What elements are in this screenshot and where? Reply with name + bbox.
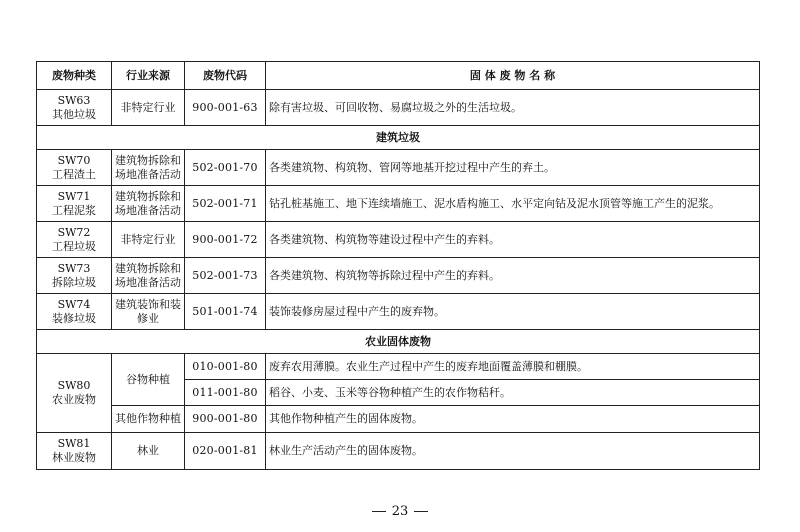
header-industry-source: 行业来源 [112,62,185,90]
code-cell: 010-001-80 [185,354,266,380]
code-cell: 900-001-63 [185,90,266,126]
category-name: 其他垃圾 [52,107,96,121]
source-line: 建筑物拆除和 [115,261,181,275]
description-cell: 各类建筑物、构筑物、管网等地基开挖过程中产生的弃土。 [266,150,760,186]
description-cell: 各类建筑物、构筑物等拆除过程中产生的弃料。 [266,258,760,294]
source-cell [112,186,185,222]
header-waste-type: 废物种类 [37,62,112,90]
table-row [37,258,760,294]
source-cell [112,294,185,330]
description-cell: 各类建筑物、构筑物等建设过程中产生的弃料。 [266,222,760,258]
source-line: 建筑装饰和装 [115,297,181,311]
source-cell: 谷物种植 [112,354,185,406]
description-cell: 钻孔桩基施工、地下连续墙施工、泥水盾构施工、水平定向钻及泥水顶管等施工产生的泥浆。 [266,186,760,222]
code-cell: 020-001-81 [185,433,266,470]
category-code: SW63 [57,93,91,107]
category-cell [37,90,112,126]
table-row [37,433,760,470]
table-row [37,90,760,126]
source-cell: 林业 [112,433,185,470]
source-cell: 其他作物种植 [112,406,185,433]
category-code: SW74 [57,297,91,311]
category-name: 林业废物 [52,451,96,464]
table-row [37,294,760,330]
code-cell: 502-001-70 [185,150,266,186]
category-cell [37,433,112,470]
category-code: SW72 [57,225,91,239]
source-line: 修业 [137,311,159,325]
description-cell: 装饰装修房屋过程中产生的废弃物。 [266,294,760,330]
source-line: 建筑物拆除和 [115,189,181,203]
table-row [37,150,760,186]
category-name: 农业废物 [52,393,96,406]
source-line: 建筑物拆除和 [115,153,181,167]
source-line: 场地准备活动 [115,275,181,289]
source-cell: 非特定行业 [112,90,185,126]
right-dash [414,511,428,512]
code-cell: 502-001-73 [185,258,266,294]
source-cell [112,150,185,186]
category-name: 装修垃圾 [52,311,96,325]
description-cell: 稻谷、小麦、玉米等谷物种植产生的农作物秸秆。 [266,380,760,406]
section-row [37,126,760,150]
category-cell [37,186,112,222]
header-waste-name: 固 体 废 物 名 称 [266,62,760,90]
source-cell: 非特定行业 [112,222,185,258]
description-cell: 其他作物种植产生的固体废物。 [266,406,760,433]
table-row [37,406,760,433]
category-cell [37,354,112,433]
section-title-construction: 建筑垃圾 [37,126,760,150]
category-cell [37,150,112,186]
table-row [37,186,760,222]
section-title-agriculture: 农业固体废物 [37,330,760,354]
category-code: SW71 [57,189,91,203]
category-name: 拆除垃圾 [52,275,96,289]
category-cell [37,258,112,294]
description-cell: 林业生产活动产生的固体废物。 [266,433,760,470]
description-cell: 除有害垃圾、可回收物、易腐垃圾之外的生活垃圾。 [266,90,760,126]
category-name: 工程渣土 [52,167,96,181]
category-name: 工程垃圾 [52,239,96,253]
waste-table [36,61,760,470]
source-line: 场地准备活动 [115,203,181,217]
header-waste-code: 废物代码 [185,62,266,90]
category-code: SW73 [57,261,91,275]
code-cell: 011-001-80 [185,380,266,406]
code-cell: 502-001-71 [185,186,266,222]
category-name: 工程泥浆 [52,203,96,217]
page-footer [0,504,800,519]
source-cell [112,258,185,294]
category-code: SW70 [57,153,91,167]
code-cell: 900-001-80 [185,406,266,433]
category-code: SW81 [57,437,91,450]
category-cell [37,222,112,258]
left-dash [372,511,386,512]
table-header-row [37,62,760,90]
table-row [37,354,760,380]
description-cell: 废弃农用薄膜。农业生产过程中产生的废弃地面覆盖薄膜和棚膜。 [266,354,760,380]
code-cell: 900-001-72 [185,222,266,258]
section-row [37,330,760,354]
category-code: SW80 [57,379,91,392]
table-row [37,222,760,258]
page-number: 23 [391,504,409,519]
source-line: 场地准备活动 [115,167,181,181]
code-cell: 501-001-74 [185,294,266,330]
category-cell [37,294,112,330]
